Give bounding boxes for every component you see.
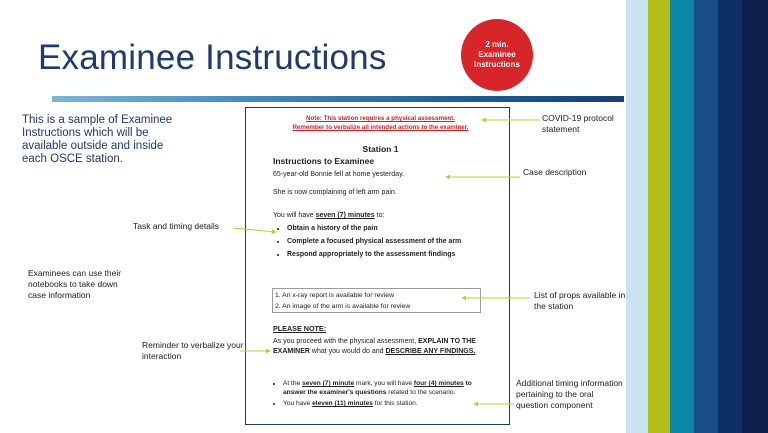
please-note-heading: PLEASE NOTE: — [273, 324, 327, 333]
proceed-b: EXPLAIN TO THE EXAMINER — [273, 338, 476, 355]
title-underline — [52, 96, 624, 102]
timing-item — [283, 399, 483, 408]
annotation-notebooks: Examinees can use their notebooks to take down case information — [28, 268, 122, 300]
station-heading: Station 1 — [362, 144, 399, 154]
t2a: You have — [283, 400, 311, 407]
badge-line-2: Examinee — [478, 50, 516, 59]
task-item: • Respond appropriately to the assessment findings — [287, 250, 485, 259]
warning-line-2: Remember to verbalize all intended actions to the examiner. — [292, 124, 469, 131]
task-line — [273, 211, 384, 221]
intro-text: This is a sample of Examinee Instructions which will be available outside and inside each OSCE station. — [22, 114, 173, 165]
t1d: four (4) minutes — [413, 380, 464, 387]
page-title: Examinee Instructions — [38, 38, 387, 77]
task-item: • Complete a focused physical assessment of the arm — [287, 237, 485, 246]
prop-item: 2. An image of the arm is available for review — [275, 303, 411, 310]
annotation-timing: Additional timing information pertaining to the oral question component — [516, 378, 623, 410]
t1b: seven (7) minute — [302, 380, 355, 387]
stripe-4 — [694, 0, 718, 433]
badge-line-1: 2 min. — [485, 40, 509, 49]
annotation-props: List of props available in the station — [534, 290, 626, 311]
task-suffix: to: — [376, 212, 385, 219]
timing-list — [283, 379, 483, 410]
t1e: to answer the examiner's questions — [283, 380, 472, 396]
task-list — [287, 224, 485, 263]
t1f: related to the scenario. — [388, 389, 456, 396]
stripe-2 — [648, 0, 670, 433]
annotation-verbalize: Reminder to verbalize your interaction — [142, 340, 244, 361]
stripe-3 — [670, 0, 694, 433]
proceed-c: what you would do and — [311, 348, 384, 355]
annotation-case: Case description — [523, 167, 587, 177]
instructions-heading: Instructions to Examinee — [273, 156, 375, 166]
annotation-task: Task and timing details — [133, 221, 219, 231]
covid-warning — [273, 114, 488, 132]
annotation-covid: COVID-19 protocol statement — [542, 113, 614, 134]
case-line-1: 65-year-old Bonnie fell at home yesterday. — [273, 171, 404, 178]
warning-line-1: Note: This station requires a physical assessment. — [306, 115, 455, 122]
t1a: At the — [283, 380, 301, 387]
stripe-1 — [626, 0, 648, 433]
t1c: mark, you will have — [355, 380, 413, 387]
proceed-a: As you proceed with the physical assessment, — [273, 338, 417, 345]
props-box — [272, 288, 481, 313]
stripe-5 — [718, 0, 742, 433]
timing-item — [283, 379, 483, 397]
instruction-document — [245, 107, 510, 425]
case-line-2: She is now complaining of left arm pain. — [273, 189, 397, 196]
t2b: eleven (11) minutes — [312, 400, 373, 407]
proceed-d: DESCRIBE ANY FINDINGS. — [385, 348, 476, 355]
task-item: • Obtain a history of the pain — [287, 224, 485, 233]
prop-item: 1. An x-ray report is available for review — [275, 292, 394, 299]
task-prefix: You will have — [273, 212, 314, 219]
stripe-6 — [742, 0, 768, 433]
t2c: for this station. — [374, 400, 418, 407]
task-minutes: seven (7) minutes — [315, 212, 375, 219]
verbalize-paragraph — [273, 337, 483, 357]
timing-badge — [461, 19, 533, 91]
badge-line-3: Instructions — [474, 60, 520, 69]
